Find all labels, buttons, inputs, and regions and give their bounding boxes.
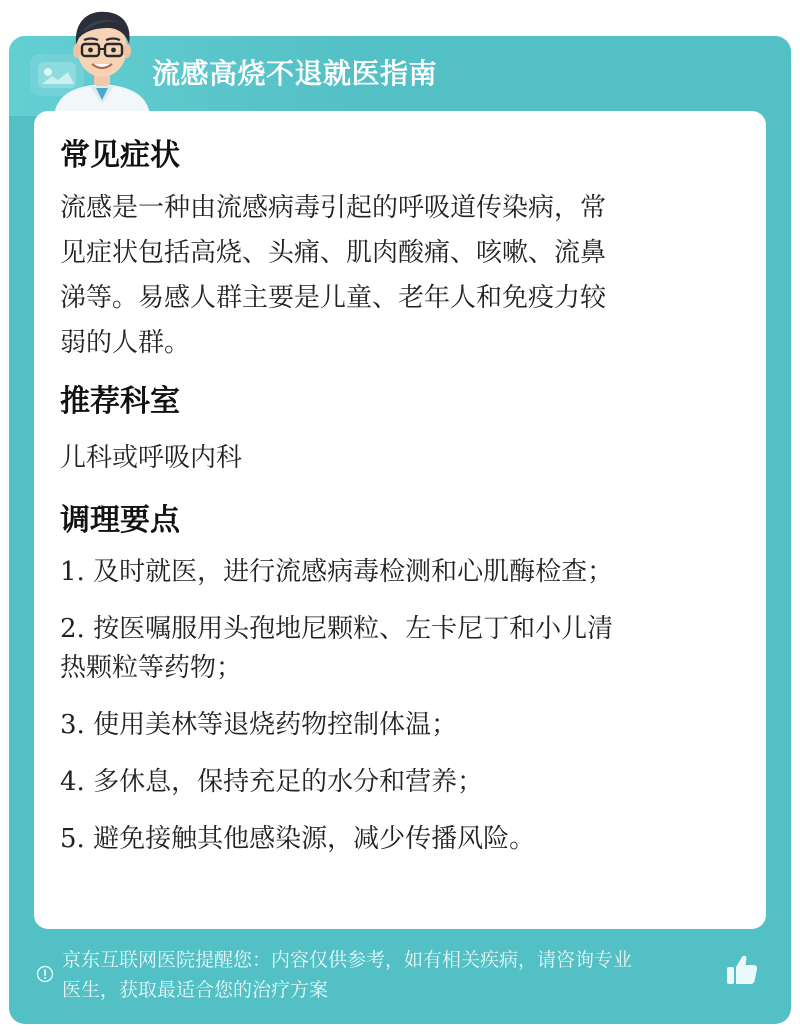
list-item-number: 3. xyxy=(60,710,85,740)
list-item-number: 4. xyxy=(60,767,85,797)
disclaimer-text xyxy=(62,945,732,1005)
info-icon xyxy=(36,965,54,983)
symptoms-line: 流感是一种由流感病毒引起的呼吸道传染病，常 xyxy=(60,193,607,223)
disclaimer-line: 京东互联网医院提醒您：内容仅供参考，如有相关疾病，请咨询专业 xyxy=(62,949,633,971)
care-list xyxy=(60,553,732,859)
department-text: 儿科或呼吸内科 xyxy=(60,443,243,473)
list-item-text: 热颗粒等药物； xyxy=(60,653,243,683)
thumbs-up-icon[interactable] xyxy=(724,952,760,988)
list-item xyxy=(60,610,732,688)
section-title-symptoms: 常见症状 xyxy=(60,138,180,173)
symptoms-line: 见症状包括高烧、头痛、肌肉酸痛、咳嗽、流鼻 xyxy=(60,238,607,268)
list-item-text: 按医嘱服用头孢地尼颗粒、左卡尼丁和小儿清 xyxy=(93,614,614,644)
content-area xyxy=(60,130,732,877)
list-item-number: 2. xyxy=(60,614,85,644)
list-item-number: 5. xyxy=(60,824,85,854)
list-item xyxy=(60,820,732,859)
page-title: 流感高烧不退就医指南 xyxy=(152,57,438,90)
list-item xyxy=(60,763,732,802)
section-title-care: 调理要点 xyxy=(60,503,180,538)
list-item xyxy=(60,553,732,592)
symptoms-line: 涕等。易感人群主要是儿童、老年人和免疫力较 xyxy=(60,283,607,313)
list-item-text: 避免接触其他感染源，减少传播风险。 xyxy=(93,824,536,854)
disclaimer-line: 医生，获取最适合您的治疗方案 xyxy=(62,979,329,1001)
symptoms-line: 弱的人群。 xyxy=(60,328,191,358)
section-title-department: 推荐科室 xyxy=(60,384,180,419)
list-item-text: 多休息，保持充足的水分和营养； xyxy=(93,767,484,797)
list-item-number: 1. xyxy=(60,557,85,587)
list-item-text: 及时就医，进行流感病毒检测和心肌酶检查； xyxy=(93,557,614,587)
list-item-text: 使用美林等退烧药物控制体温； xyxy=(93,710,458,740)
list-item xyxy=(60,706,732,745)
doctor-avatar xyxy=(46,4,158,116)
symptoms-paragraph xyxy=(60,186,732,366)
